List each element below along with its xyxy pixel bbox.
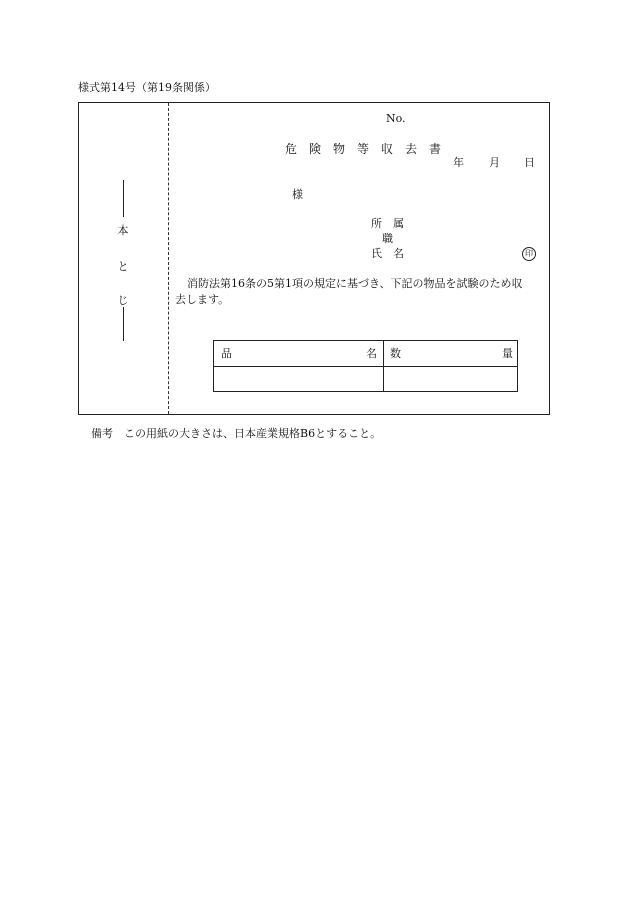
issuer-name-label: 氏 名 [371,247,404,260]
table-header-item-a: 品 [221,347,232,360]
remark-note: 備考 この用紙の大きさは、日本産業規格B6とすること。 [91,427,382,440]
binding-line-bottom [123,307,124,341]
table-cell-quantity[interactable] [390,373,510,387]
binding-strip [79,103,169,414]
table-cell-item[interactable] [221,373,371,387]
items-table [213,340,518,392]
body-text-line-2: 去します。 [175,293,230,306]
binding-char-to: と [117,260,129,273]
binding-char-book: 本 [117,224,129,237]
issuer-affiliation-label: 所 属 [371,217,404,230]
form-frame [78,102,550,415]
document-number-label: No. [386,112,406,125]
addressee-suffix: 様 [292,188,303,201]
seal-icon: 印 [522,247,536,261]
binding-char-ji: じ [117,294,129,307]
table-header-qty-b: 量 [502,347,513,360]
form-number-header: 様式第14号（第19条関係） [78,81,216,94]
table-header-qty-a: 数 [390,347,401,360]
table-column-divider [383,341,384,391]
issuer-position-label: 職 [382,232,393,245]
date-month-label: 月 [489,156,500,169]
date-year-label: 年 [453,156,464,169]
body-text-line-1: 消防法第16条の5第1項の規定に基づき、下記の物品を試験のため収 [187,277,523,290]
document-title: 危 険 物 等 収 去 書 [285,142,442,156]
table-header-item-b: 名 [366,347,377,360]
date-day-label: 日 [524,156,535,169]
table-row-divider [214,366,517,367]
binding-line-top [123,180,124,217]
